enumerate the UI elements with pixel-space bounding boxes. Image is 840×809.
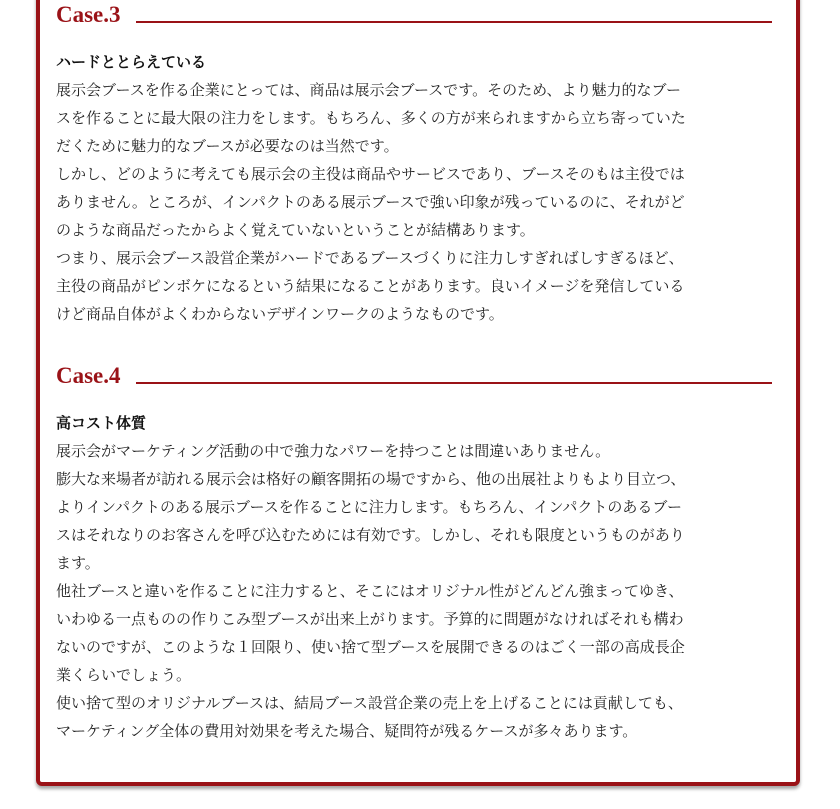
case4-paragraph-4 (56, 689, 772, 745)
case4-paragraph-2-line-1: 膨大な来場者が訪れる展示会は格好の顧客開拓の場ですから、他の出展社よりもより目立つ、 (56, 470, 686, 488)
case4-paragraph-2 (56, 465, 772, 577)
case3-paragraph-3 (56, 244, 772, 328)
case4-paragraph-4-line-2: マーケティング全体の費用対効果を考えた場合、疑問符が残るケースが多々あります。 (56, 722, 638, 740)
case3-paragraph-1-line-2: スを作ることに最大限の注力をします。もちろん、多くの方が来られますから立ち寄っていた (56, 109, 686, 127)
case3-paragraph-1-line-1: 展示会ブースを作る企業にとっては、商品は展示会ブースです。そのため、より魅力的なブー (56, 81, 682, 99)
case4-paragraph-3 (56, 577, 772, 689)
case3-rule (136, 21, 772, 23)
case3-paragraph-2-line-1: しかし、どのように考えても展示会の主役は商品やサービスであり、ブースそのもは主役では (56, 165, 685, 183)
case4-paragraph-3-line-4: 業くらいでしょう。 (56, 666, 192, 684)
case3-paragraph-1 (56, 76, 772, 160)
case3-paragraph-3-line-2: 主役の商品がピンボケになるという結果になることがあります。良いイメージを発信している (56, 277, 685, 295)
case4-paragraph-3-line-3: ないのですが、このような１回限り、使い捨て型ブースを展開できるのはごく一部の高成長企 (56, 638, 685, 656)
case3-paragraph-1-line-3: だくために魅力的なブースが必要なのは当然です。 (56, 137, 399, 155)
case3-section (56, 48, 772, 328)
case4-paragraph-2-line-2: よりインパクトのある展示ブースを作ることに注力します。もちろん、インパクトのあるブー (56, 498, 682, 516)
case4-paragraph-2-line-3: スはそれなりのお客さんを呼び込むためには有効です。しかし、それも限度というものがあり (56, 526, 685, 544)
case3-paragraph-3-line-3: けど商品自体がよくわからないデザインワークのようなものです。 (56, 305, 504, 323)
case4-paragraph-1 (56, 437, 772, 465)
case3-paragraph-2-line-3: のような商品だったからよく覚えていないということが結構あります。 (56, 221, 535, 239)
case4-rule (136, 382, 772, 384)
case3-subtitle: ハードととらえている (56, 53, 207, 71)
case4-section (56, 409, 772, 745)
case4-paragraph-3-line-1: 他社ブースと違いを作ることに注力すると、そこにはオリジナル性がどんどん強まってゆき、 (56, 582, 684, 600)
case3-heading (56, 0, 772, 30)
case4-subtitle: 高コスト体質 (56, 414, 147, 432)
case4-heading (56, 361, 772, 391)
case3-paragraph-3-line-1: つまり、展示会ブース設営企業がハードであるブースづくりに注力しすぎればしすぎるほど、 (56, 249, 684, 267)
case4-title: Case.4 (56, 363, 121, 388)
case3-title: Case.3 (56, 2, 121, 27)
case4-paragraph-1-line-1: 展示会がマーケティング活動の中で強力なパワーを持つことは間違いありません。 (56, 442, 611, 460)
case4-paragraph-2-line-4: ます。 (56, 554, 100, 572)
case3-paragraph-2-line-2: ありません。ところが、インパクトのある展示ブースで強い印象が残っているのに、それがど (56, 193, 685, 211)
case4-paragraph-3-line-2: いわゆる一点ものの作りこみ型ブースが出来上がります。予算的に問題がなければそれも構わ (56, 610, 684, 628)
case4-paragraph-4-line-1: 使い捨て型のオリジナルブースは、結局ブース設営企業の売上を上げることには貢献しても、 (56, 694, 683, 712)
case3-paragraph-2 (56, 160, 772, 244)
